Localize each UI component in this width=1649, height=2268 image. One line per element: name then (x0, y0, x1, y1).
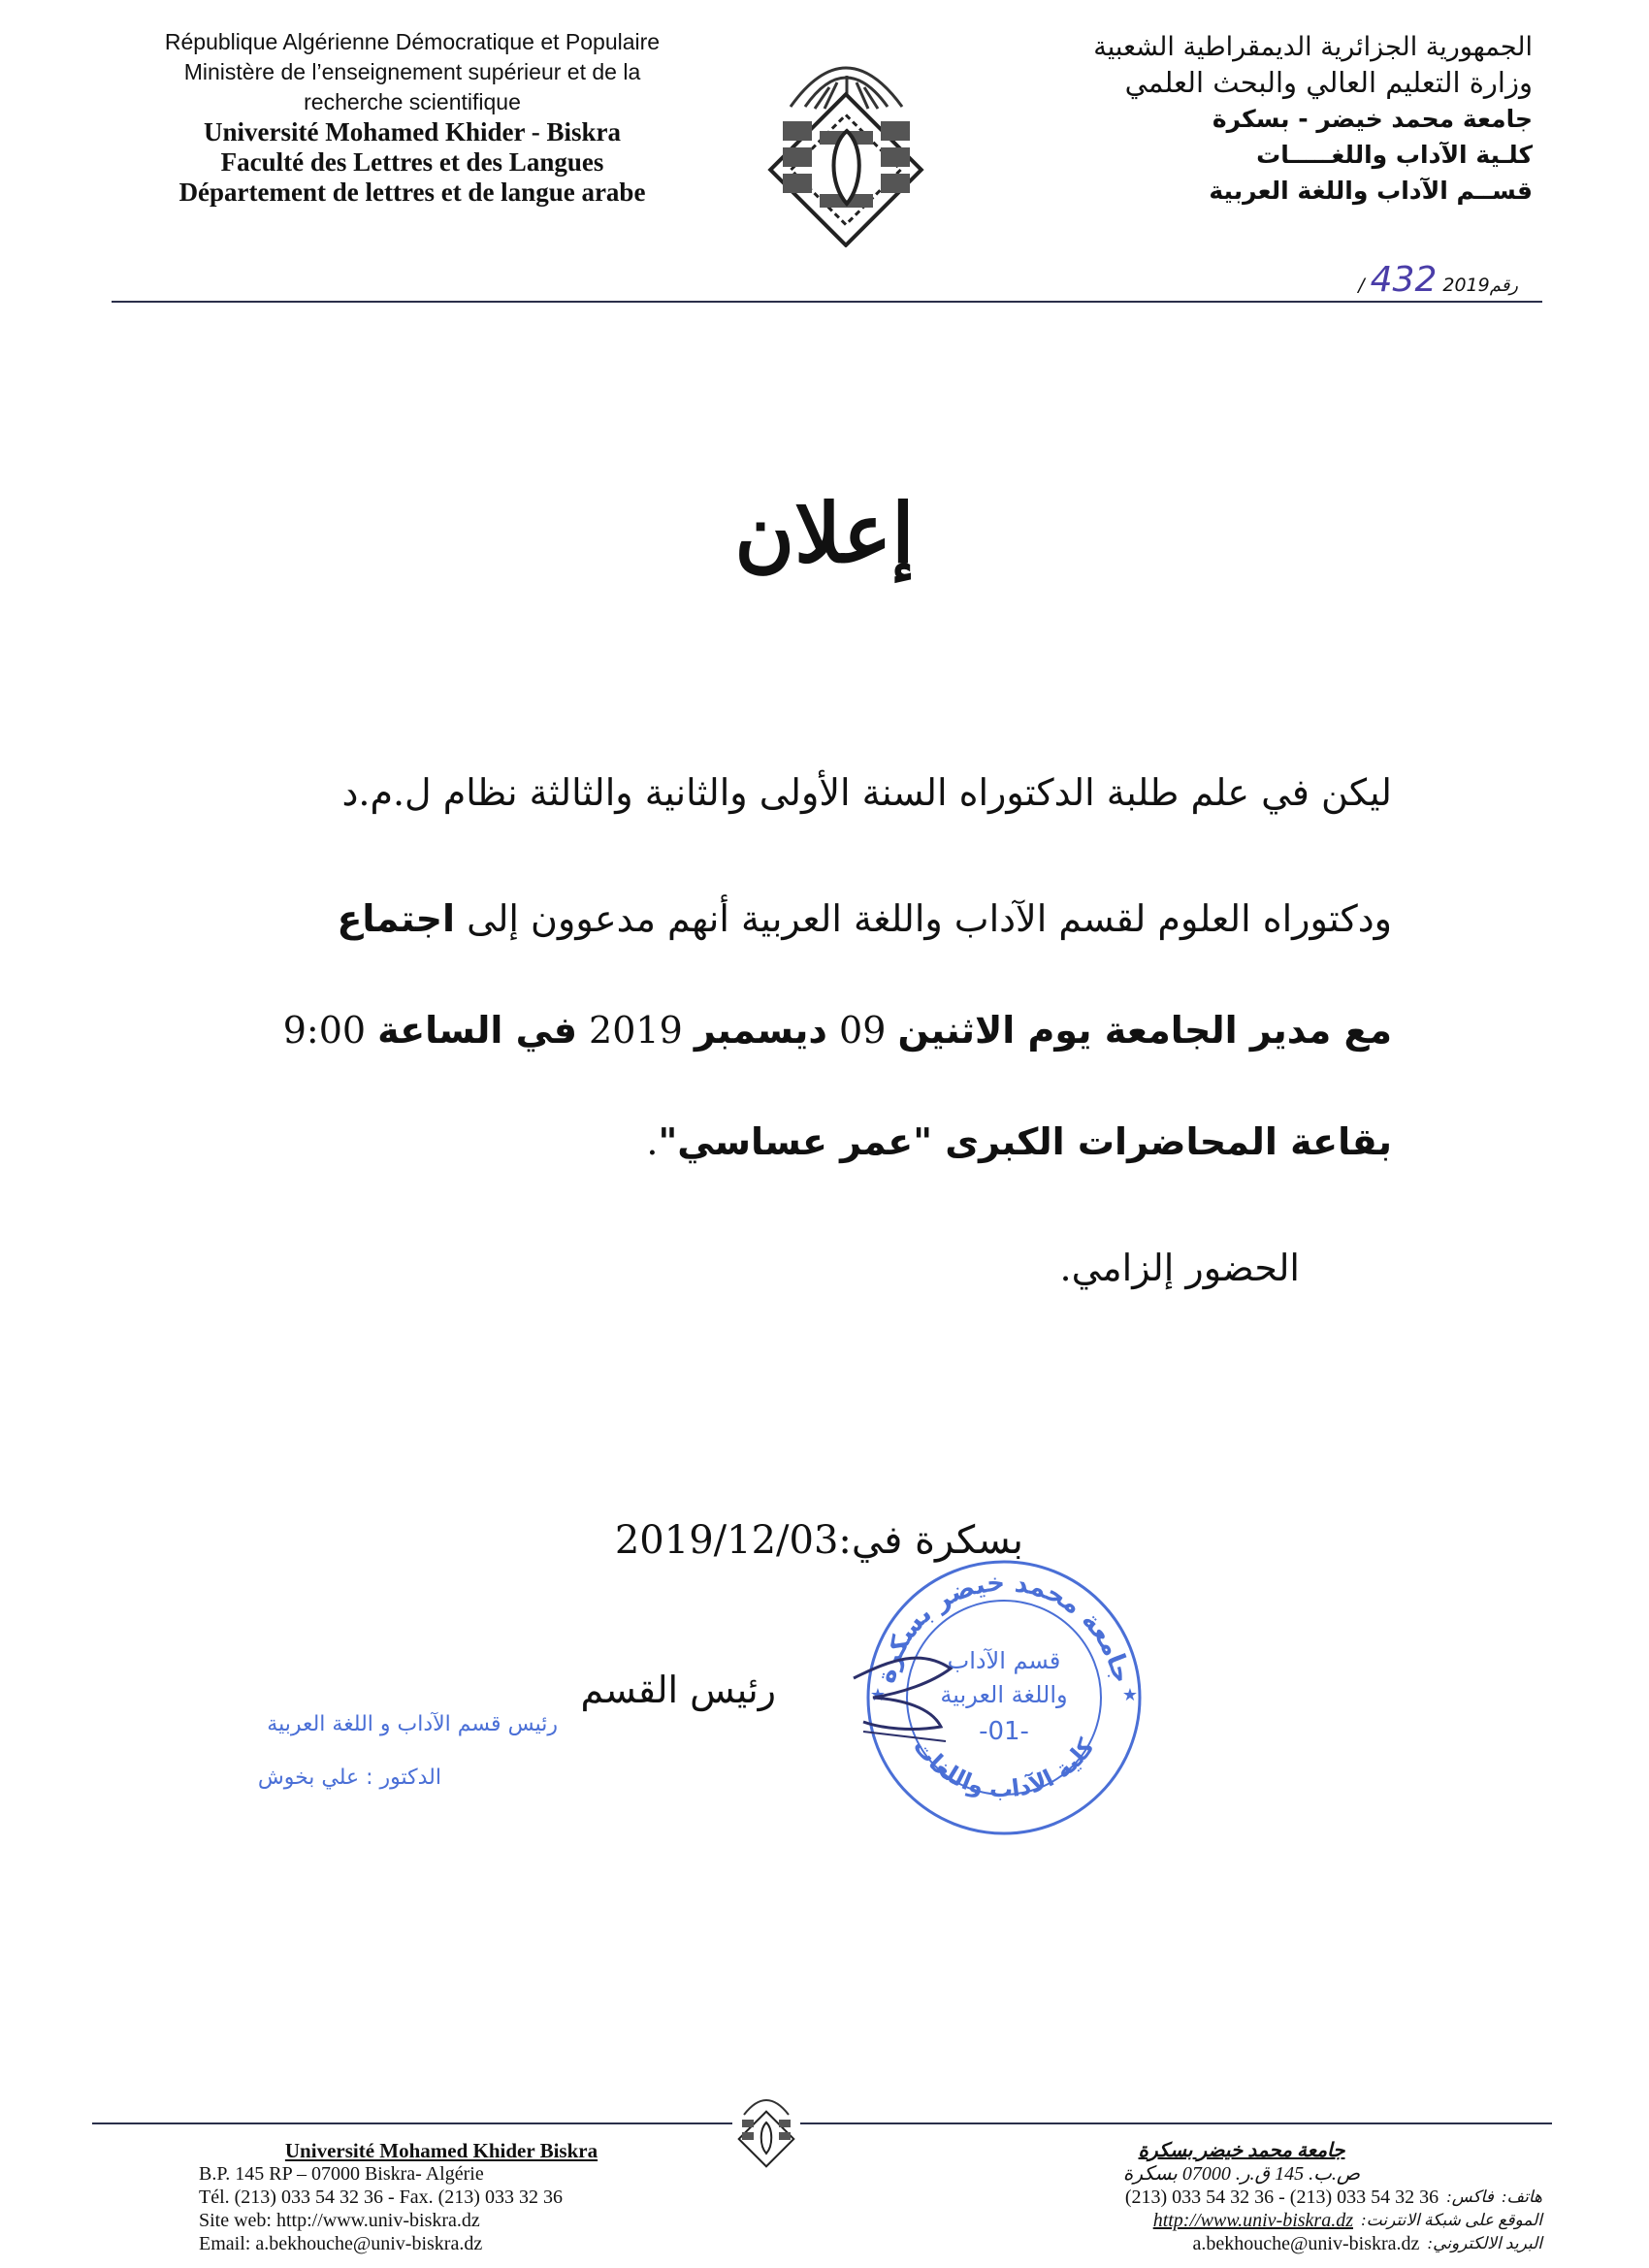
body-paragraph-2 (131, 897, 1392, 940)
footer-ar-site[interactable]: http://www.univ-biskra.dz (1152, 2210, 1353, 2231)
header-french-block (102, 27, 723, 208)
body-p4-period: . (646, 1120, 659, 1163)
footer-phone-fax: Tél. (213) 033 54 32 36 - Fax. (213) 033 32 36 (199, 2187, 563, 2208)
footer-ar-email-row (941, 2232, 1542, 2255)
footer-ar-university: جامعة محمد خيضر بسكرة (1138, 2140, 1345, 2161)
ar-department-line: قســم الآداب واللغة العربية (1209, 177, 1533, 205)
reference-label: رقم (1489, 275, 1518, 296)
svg-text:★: ★ (1121, 1685, 1139, 1705)
footer-ar-fax-label: فاكس: (1446, 2187, 1494, 2206)
handwritten-signature (834, 1639, 970, 1756)
footer-ar-email[interactable]: a.bekhouche@univ-biskra.dz (1192, 2233, 1420, 2254)
stamp-inner-line-1: قسم الآداب (947, 1647, 1061, 1674)
body-paragraph-3 (131, 1009, 1392, 1052)
footer-ar-email-label: البريد الالكتروني: (1427, 2234, 1542, 2252)
fr-research-line: recherche scientifique (304, 89, 521, 114)
stamp-inner-line-3: -01- (979, 1717, 1029, 1746)
footer-website[interactable]: Site web: http://www.univ-biskra.dz (199, 2210, 480, 2231)
stamp-head-line: رئيس قسم الآداب و اللغة العربية (267, 1712, 558, 1736)
ar-ministry-line: وزارة التعليم العالي والبحث العلمي (1124, 66, 1533, 99)
stamp-arc-bottom: كلية الآداب واللغات (907, 1733, 1100, 1803)
ar-university-line: جامعة محمد خيضر - بسكرة (1212, 105, 1533, 133)
footer-ar-site-row (941, 2209, 1542, 2232)
place-date-line: بسكرة في:2019/12/03 (614, 1518, 1023, 1563)
body-p3-day: 09 (826, 1009, 898, 1052)
fr-faculty-line: Faculté des Lettres et des Langues (220, 147, 604, 177)
footer-ar-phone: (213) 033 54 32 36 - (213) 033 54 32 36 (1124, 2187, 1439, 2208)
footer-right-arabic (941, 2139, 1542, 2255)
body-paragraph-4 (131, 1120, 1392, 1163)
header-divider (112, 301, 1542, 303)
stamp-inner-line-2: واللغة العربية (940, 1681, 1068, 1708)
attendance-note: الحضور إلزامي. (1059, 1247, 1300, 1289)
body-paragraph-1: ليكن في علم طلبة الدكتوراه السنة الأولى والثانية والثالثة نظام ل.م.د (341, 771, 1392, 814)
svg-text:★: ★ (869, 1685, 887, 1705)
footer-ar-address: ص.ب. 145 ق.ر. 07000 بسكرة (1122, 2163, 1361, 2185)
footer-ar-phone-label: هاتف: (1501, 2187, 1542, 2206)
footer-ar-site-label: الموقع على شبكة الانترنت: (1361, 2211, 1542, 2229)
body-p3-year: 2019 (576, 1009, 695, 1052)
fr-department-line: Département de lettres et de langue arabe (178, 178, 646, 207)
header-arabic-block (951, 29, 1533, 209)
footer-logo (732, 2086, 800, 2168)
ar-republic-line: الجمهورية الجزائرية الديمقراطية الشعبية (1093, 32, 1533, 62)
footer-left-french (199, 2139, 684, 2255)
footer-university-name: Université Mohamed Khider Biskra (284, 2139, 598, 2162)
footer-divider (92, 2122, 1552, 2124)
ar-faculty-line: كلـية الآداب واللغـــــات (1256, 141, 1533, 169)
stamp-arc-top: جامعة محمد خيضر بسكرة (871, 1568, 1137, 1687)
stamp-doctor-name: الدكتور : علي بخوش (257, 1766, 441, 1790)
body-p4-venue: بقاعة المحاضرات الكبرى "عمر عساسي" (658, 1120, 1392, 1163)
fr-ministry-line: Ministère de l’enseignement supérieur et de la (183, 59, 641, 84)
footer-ar-phone-row (941, 2186, 1542, 2209)
university-logo (761, 39, 931, 247)
reference-year: 2019/ (1358, 275, 1490, 296)
body-p3-month: ديسمبر (694, 1009, 827, 1052)
body-p3-time: 9:00 (282, 1009, 378, 1052)
body-p3-with-director: مع مدير الجامعة يوم الاثنين (897, 1009, 1392, 1052)
fr-university-line: Université Mohamed Khider - Biskra (204, 117, 621, 146)
fr-republic-line: République Algérienne Démocratique et Populaire (164, 29, 661, 54)
body-p2-meeting: اجتماع (337, 897, 456, 940)
department-head-title: رئيس القسم (580, 1669, 776, 1711)
body-p3-at-hour: في الساعة (377, 1009, 577, 1052)
reference-handwritten-number: 432 (1370, 260, 1438, 300)
footer-address: B.P. 145 RP – 07000 Biskra- Algérie (199, 2163, 484, 2185)
body-p2-text: ودكتوراه العلوم لقسم الآداب واللغة العربية أنهم مدعوون إلى (455, 897, 1392, 940)
reference-number (1358, 260, 1518, 300)
footer-email[interactable]: Email: a.bekhouche@univ-biskra.dz (199, 2233, 483, 2254)
announcement-title: إعلان (734, 485, 915, 581)
